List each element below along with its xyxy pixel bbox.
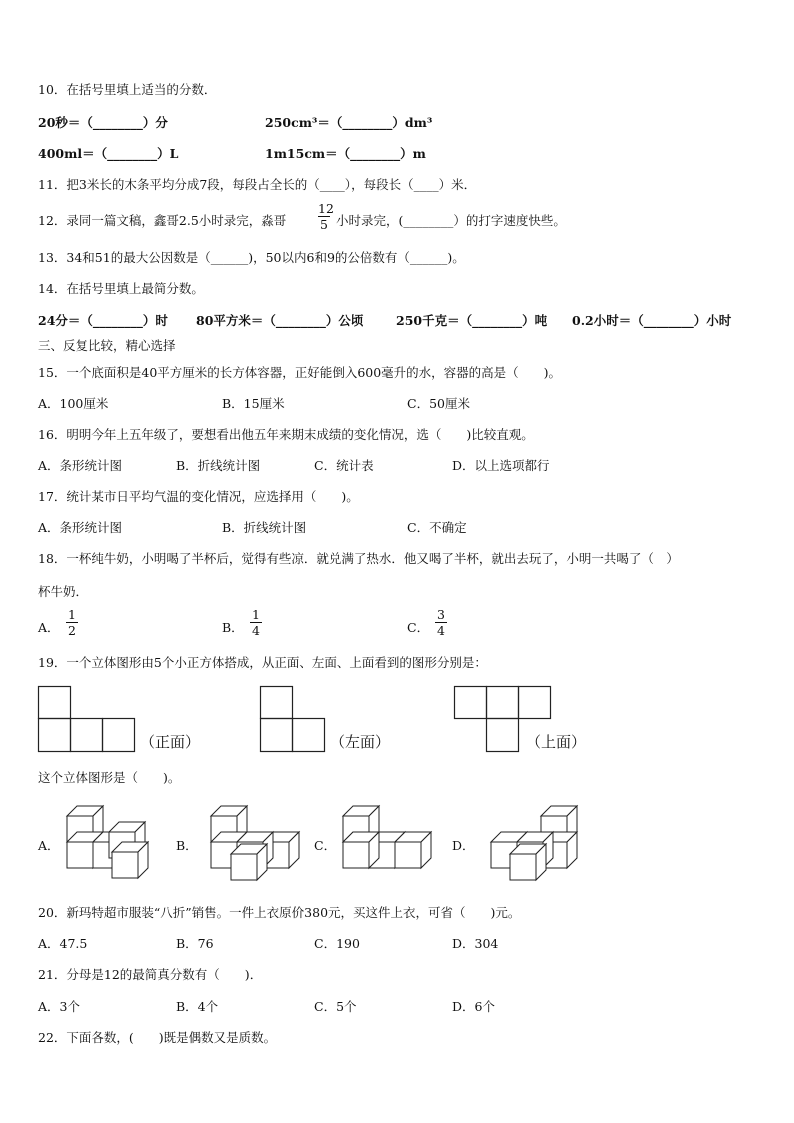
q15-option-c[interactable]: C．50厘米 [407, 396, 470, 411]
q12-frac-denominator: 5 [320, 217, 328, 232]
q12-text-before: 12．录同一篇文稿，鑫哥2.5小时录完，淼哥 [38, 213, 287, 228]
q18-c-num: 3 [437, 607, 445, 622]
q16-option-a[interactable]: A．条形统计图 [38, 458, 123, 473]
q14-item-d: 0.2小时＝（________）小时 [572, 313, 732, 328]
q18-option-c-fraction [435, 608, 447, 637]
q12-fraction [318, 201, 334, 232]
q19-left-view [260, 686, 330, 754]
q15-text: 15．一个底面积是40平方厘米的长方体容器，正好能倒入600毫升的水，容器的高是（ )。 [38, 365, 562, 380]
q19-option-d-figure[interactable] [488, 806, 588, 886]
q15-option-a[interactable]: A．100厘米 [38, 396, 109, 411]
q18-option-c-label: C． [407, 620, 430, 635]
q18-option-a-fraction [66, 608, 78, 637]
q19-option-a[interactable]: A． [38, 838, 60, 853]
section-3-heading: 三、反复比较，精心选择 [38, 338, 176, 353]
q20-text: 20．新玛特超市服装“八折”销售。一件上衣原价380元，买这件上衣，可省（ )元。 [38, 905, 521, 920]
q19-front-view [38, 686, 138, 754]
q10-item-d: 1m15cm＝（________）m [265, 146, 426, 161]
q16-option-b[interactable]: B．折线统计图 [176, 458, 261, 473]
q18-option-a[interactable] [38, 620, 60, 636]
q18-a-den: 2 [68, 623, 76, 638]
cubesC-cube-3 [395, 832, 431, 868]
q21-option-b[interactable]: B．4个 [176, 999, 219, 1014]
q17-text: 17．统计某市日平均气温的变化情况，应选择用（ )。 [38, 489, 359, 504]
q19-option-a-figure[interactable] [64, 806, 164, 886]
q18-option-b[interactable] [222, 620, 244, 636]
q16-option-c[interactable]: C．统计表 [314, 458, 374, 473]
q10-item-b: 250cm³＝（________）dm³ [265, 115, 433, 130]
cubesD-cube-4 [510, 844, 546, 880]
q20-option-b[interactable]: B．76 [176, 936, 214, 951]
q15-option-b[interactable]: B．15厘米 [222, 396, 285, 411]
q19-left-caption: （左面） [330, 733, 391, 751]
q12-frac-numerator: 12 [318, 201, 334, 216]
q18-b-den: 4 [252, 623, 260, 638]
q19-option-d[interactable]: D． [452, 838, 475, 853]
q20-option-a[interactable]: A．47.5 [38, 936, 88, 951]
q18-option-c[interactable] [407, 620, 429, 636]
q18-option-a-label: A． [38, 620, 60, 635]
q18-a-num: 1 [68, 607, 76, 622]
q19-option-c-figure[interactable] [340, 806, 440, 886]
cubesA-cube-4 [112, 842, 148, 878]
q12-text-after: 小时录完，(________）的打字速度快些。 [336, 213, 566, 228]
q11-text: 11．把3米长的木条平均分成7段，每段占全长的（____），每段长（____）米． [38, 177, 477, 192]
q10-item-a: 20秒＝（________）分 [38, 115, 168, 130]
q19-option-c[interactable]: C． [314, 838, 337, 853]
q19-question: 这个立体图形是（ )。 [38, 770, 181, 785]
q10-item-c: 400ml＝（________）L [38, 146, 179, 161]
q18-option-b-fraction [250, 608, 262, 637]
q19-front-caption: （正面） [140, 733, 201, 751]
q18-text-continued: 杯牛奶． [38, 584, 89, 599]
cubesC-cube-4 [343, 832, 379, 868]
q14-item-c: 250千克＝（________）吨 [396, 313, 548, 328]
q18-c-den: 4 [437, 623, 445, 638]
q21-option-a[interactable]: A．3个 [38, 999, 80, 1014]
q21-text: 21．分母是12的最简真分数有（ )． [38, 967, 263, 982]
q21-option-c[interactable]: C．5个 [314, 999, 357, 1014]
q14-item-a: 24分＝（________）时 [38, 313, 168, 328]
q19-option-b[interactable]: B． [176, 838, 198, 853]
q17-option-b[interactable]: B．折线统计图 [222, 520, 307, 535]
q14-title: 14．在括号里填上最简分数。 [38, 281, 204, 296]
q18-option-b-label: B． [222, 620, 244, 635]
q16-text: 16．明明今年上五年级了，要想看出他五年来期末成绩的变化情况，选（ )比较直观。 [38, 427, 534, 442]
q14-item-b: 80平方米＝（________）公顷 [196, 313, 364, 328]
q20-option-d[interactable]: D．304 [452, 936, 499, 951]
q20-option-c[interactable]: C．190 [314, 936, 360, 951]
cubesB-cube-4 [231, 844, 267, 880]
q17-option-c[interactable]: C．不确定 [407, 520, 467, 535]
q18-b-num: 1 [252, 607, 260, 622]
q21-option-d[interactable]: D．6个 [452, 999, 495, 1014]
q17-option-a[interactable]: A．条形统计图 [38, 520, 123, 535]
q10-title: 10．在括号里填上适当的分数． [38, 82, 217, 97]
q16-option-d[interactable]: D．以上选项都行 [452, 458, 550, 473]
q13-text: 13．34和51的最大公因数是（______)，50以内6和9的公倍数有（______)。 [38, 250, 465, 265]
q19-top-caption: （上面） [526, 733, 587, 751]
q22-text: 22．下面各数，( )既是偶数又是质数。 [38, 1030, 277, 1045]
q19-option-b-figure[interactable] [208, 806, 308, 886]
q18-text: 18．一杯纯牛奶，小明喝了半杯后，觉得有些凉．就兑满了热水．他又喝了半杯，就出去玩了，小明一共喝了（ ） [38, 551, 679, 566]
q19-text: 19．一个立体图形由5个小正方体搭成，从正面、左面、上面看到的图形分别是： [38, 655, 487, 670]
